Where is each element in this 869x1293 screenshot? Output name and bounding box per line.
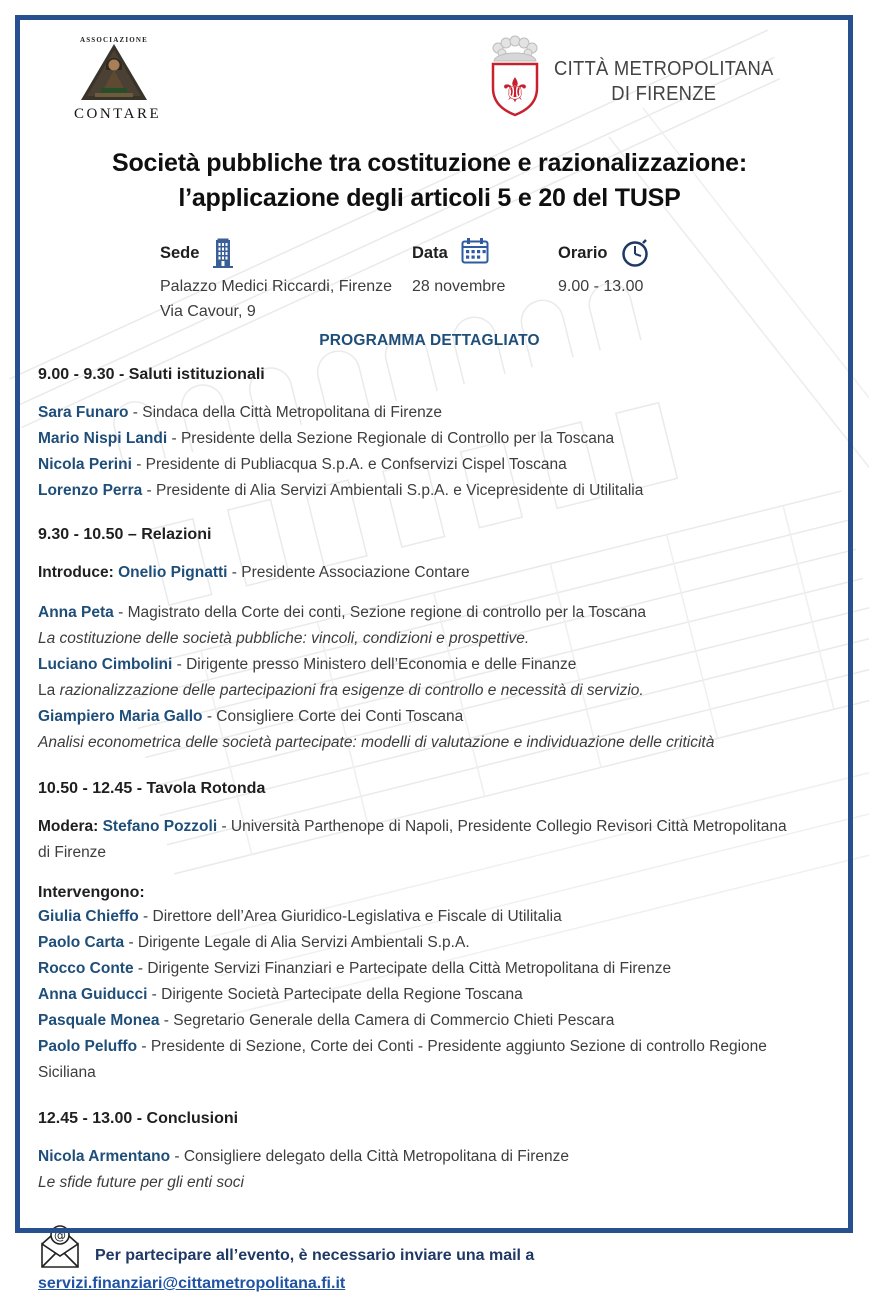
- contare-logo: [74, 36, 162, 123]
- speaker-name: Nicola Armentano: [38, 1148, 171, 1165]
- session-2-talks: [38, 600, 821, 756]
- speaker-name: Giampiero Maria Gallo: [38, 708, 203, 725]
- event-date: 28 novembre: [412, 278, 506, 295]
- calendar-icon: [461, 238, 489, 264]
- orario-label: Orario: [558, 244, 608, 262]
- info-data: [412, 244, 558, 324]
- sede-label: Sede: [160, 244, 200, 262]
- intervengono-label: Intervengono:: [38, 884, 145, 901]
- speaker-name: Lorenzo Perra: [38, 482, 143, 499]
- speaker-name: Anna Peta: [38, 604, 114, 621]
- speaker-line: [38, 982, 796, 1008]
- speaker-line: [38, 400, 821, 426]
- info-orario: [558, 244, 651, 324]
- session-1-heading: 9.00 - 9.30 - Saluti istituzionali: [38, 366, 265, 383]
- speaker-role: - Dirigente Legale di Alia Servizi Ambientali S.p.A.: [124, 934, 470, 951]
- speaker-role: - Dirigente presso Ministero dell’Economia e delle Finanze: [172, 656, 577, 673]
- conclusion-topic: Le sfide future per gli enti soci: [38, 1174, 244, 1191]
- envelope-at-icon: [38, 1220, 82, 1270]
- session-4-block: [38, 1144, 821, 1196]
- session-4-heading: 12.45 - 13.00 - Conclusioni: [38, 1110, 239, 1127]
- session-3-heading: 10.50 - 12.45 - Tavola Rotonda: [38, 780, 266, 797]
- talk-topic: Analisi econometrica delle società partecipate: modelli di valutazione e individuazione delle criticità: [38, 734, 715, 751]
- speaker-name: Mario Nispi Landi: [38, 430, 168, 447]
- speaker-role: - Presidente di Sezione, Corte dei Conti - Presidente aggiunto Sezione di controllo Regione Siciliana: [38, 1038, 767, 1081]
- building-icon: [212, 238, 236, 270]
- speaker-name: Luciano Cimbolini: [38, 656, 173, 673]
- talk-topic: La razionalizzazione delle partecipazioni fra esigenze di controllo e necessità di servizio.: [38, 682, 644, 699]
- speaker-role: - Magistrato della Corte dei conti, Sezione regione di controllo per la Toscana: [113, 604, 646, 621]
- speaker-line: [38, 1008, 796, 1034]
- introduce-line: [38, 560, 821, 586]
- contare-name: CONTARE: [74, 106, 162, 122]
- speaker-line: [38, 600, 821, 626]
- speaker-line: [38, 452, 821, 478]
- introduce-label: Introduce:: [38, 564, 119, 581]
- event-title-line1: Società pubbliche tra costituzione e razionalizzazione:: [112, 149, 747, 177]
- cmf-logo: [486, 36, 793, 124]
- speaker-role: - Consigliere Corte dei Conti Toscana: [202, 708, 464, 725]
- speaker-line: [38, 904, 796, 930]
- speaker-name: Paolo Peluffo: [38, 1038, 138, 1055]
- speaker-name: Paolo Carta: [38, 934, 125, 951]
- speaker-name: Sara Funaro: [38, 404, 129, 421]
- speaker-role: - Direttore dell’Area Giuridico-Legislativa e Fiscale di Utilitalia: [138, 908, 562, 925]
- cmf-wordmark: [554, 58, 774, 106]
- speaker-name: Stefano Pozzoli: [102, 818, 218, 835]
- speaker-role: - Sindaca della Città Metropolitana di Firenze: [128, 404, 443, 421]
- speaker-name: Pasquale Monea: [38, 1012, 160, 1029]
- speaker-line: [38, 478, 821, 504]
- speaker-name: Nicola Perini: [38, 456, 132, 473]
- speaker-role: - Presidente di Publiacqua S.p.A. e Confservizi Cispel Toscana: [131, 456, 567, 473]
- speaker-line: [38, 956, 796, 982]
- speaker-line: [38, 704, 821, 730]
- clock-icon: [621, 238, 651, 268]
- session-3-panelists: [38, 904, 821, 1086]
- data-label: Data: [412, 244, 448, 262]
- session-2-heading: 9.30 - 10.50 – Relazioni: [38, 526, 212, 543]
- contact-email-link[interactable]: servizi.finanziari@cittametropolitana.fi.it: [38, 1275, 346, 1292]
- speaker-name: Rocco Conte: [38, 960, 134, 977]
- speaker-role: - Presidente Associazione Contare: [227, 564, 470, 581]
- talk-topic: La costituzione delle società pubbliche: vincoli, condizioni e prospettive.: [38, 630, 530, 647]
- header: [38, 36, 821, 124]
- venue-address: Via Cavour, 9: [160, 303, 256, 320]
- footer: [38, 1220, 821, 1293]
- info-sede: [160, 244, 412, 324]
- speaker-line: [38, 930, 796, 956]
- session-1-speakers: [38, 400, 821, 504]
- contare-triangle-image: [81, 44, 147, 100]
- speaker-role: - Presidente della Sezione Regionale di Controllo per la Toscana: [167, 430, 615, 447]
- speaker-role: - Dirigente Società Partecipate della Regione Toscana: [147, 986, 523, 1003]
- fleur-de-lis-icon: ⚜: [500, 71, 531, 111]
- event-title-line2: l’applicazione degli articoli 5 e 20 del TUSP: [178, 184, 681, 212]
- speaker-role: - Segretario Generale della Camera di Commercio Chieti Pescara: [159, 1012, 615, 1029]
- speaker-role: - Università Parthenope di Napoli, Presidente Collegio Revisori Città Metropolitana di Firenze: [38, 818, 787, 861]
- cmf-crest: [486, 36, 544, 124]
- venue-name: Palazzo Medici Riccardi, Firenze: [160, 278, 393, 295]
- speaker-line: [38, 1034, 796, 1086]
- event-info-row: [38, 244, 821, 324]
- cmf-name-line1: CITTÀ METROPOLITANA: [554, 58, 774, 80]
- speaker-line: [38, 426, 821, 452]
- speaker-line: [38, 1144, 821, 1170]
- speaker-name: Anna Guiducci: [38, 986, 148, 1003]
- event-time: 9.00 - 13.00: [558, 278, 644, 295]
- speaker-role: - Consigliere delegato della Città Metropolitana di Firenze: [170, 1148, 569, 1165]
- event-title: [38, 146, 821, 216]
- speaker-name: Onelio Pignatti: [118, 564, 228, 581]
- cmf-name-line2: DI FIRENZE: [611, 83, 717, 105]
- modera-label: Modera:: [38, 818, 103, 835]
- program-heading: PROGRAMMA DETTAGLIATO: [319, 332, 540, 349]
- speaker-name: Giulia Chieffo: [38, 908, 139, 925]
- speaker-role: - Dirigente Servizi Finanziari e Partecipate della Città Metropolitana di Firenze: [133, 960, 672, 977]
- participation-cta: Per partecipare all’evento, è necessario inviare una mail a: [95, 1247, 535, 1264]
- speaker-line: [38, 652, 821, 678]
- contare-association-label: ASSOCIAZIONE: [79, 36, 149, 44]
- speaker-role: - Presidente di Alia Servizi Ambientali S.p.A. e Vicepresidente di Utilitalia: [142, 482, 644, 499]
- svg-text:@: @: [54, 1228, 66, 1243]
- modera-line: [38, 814, 796, 866]
